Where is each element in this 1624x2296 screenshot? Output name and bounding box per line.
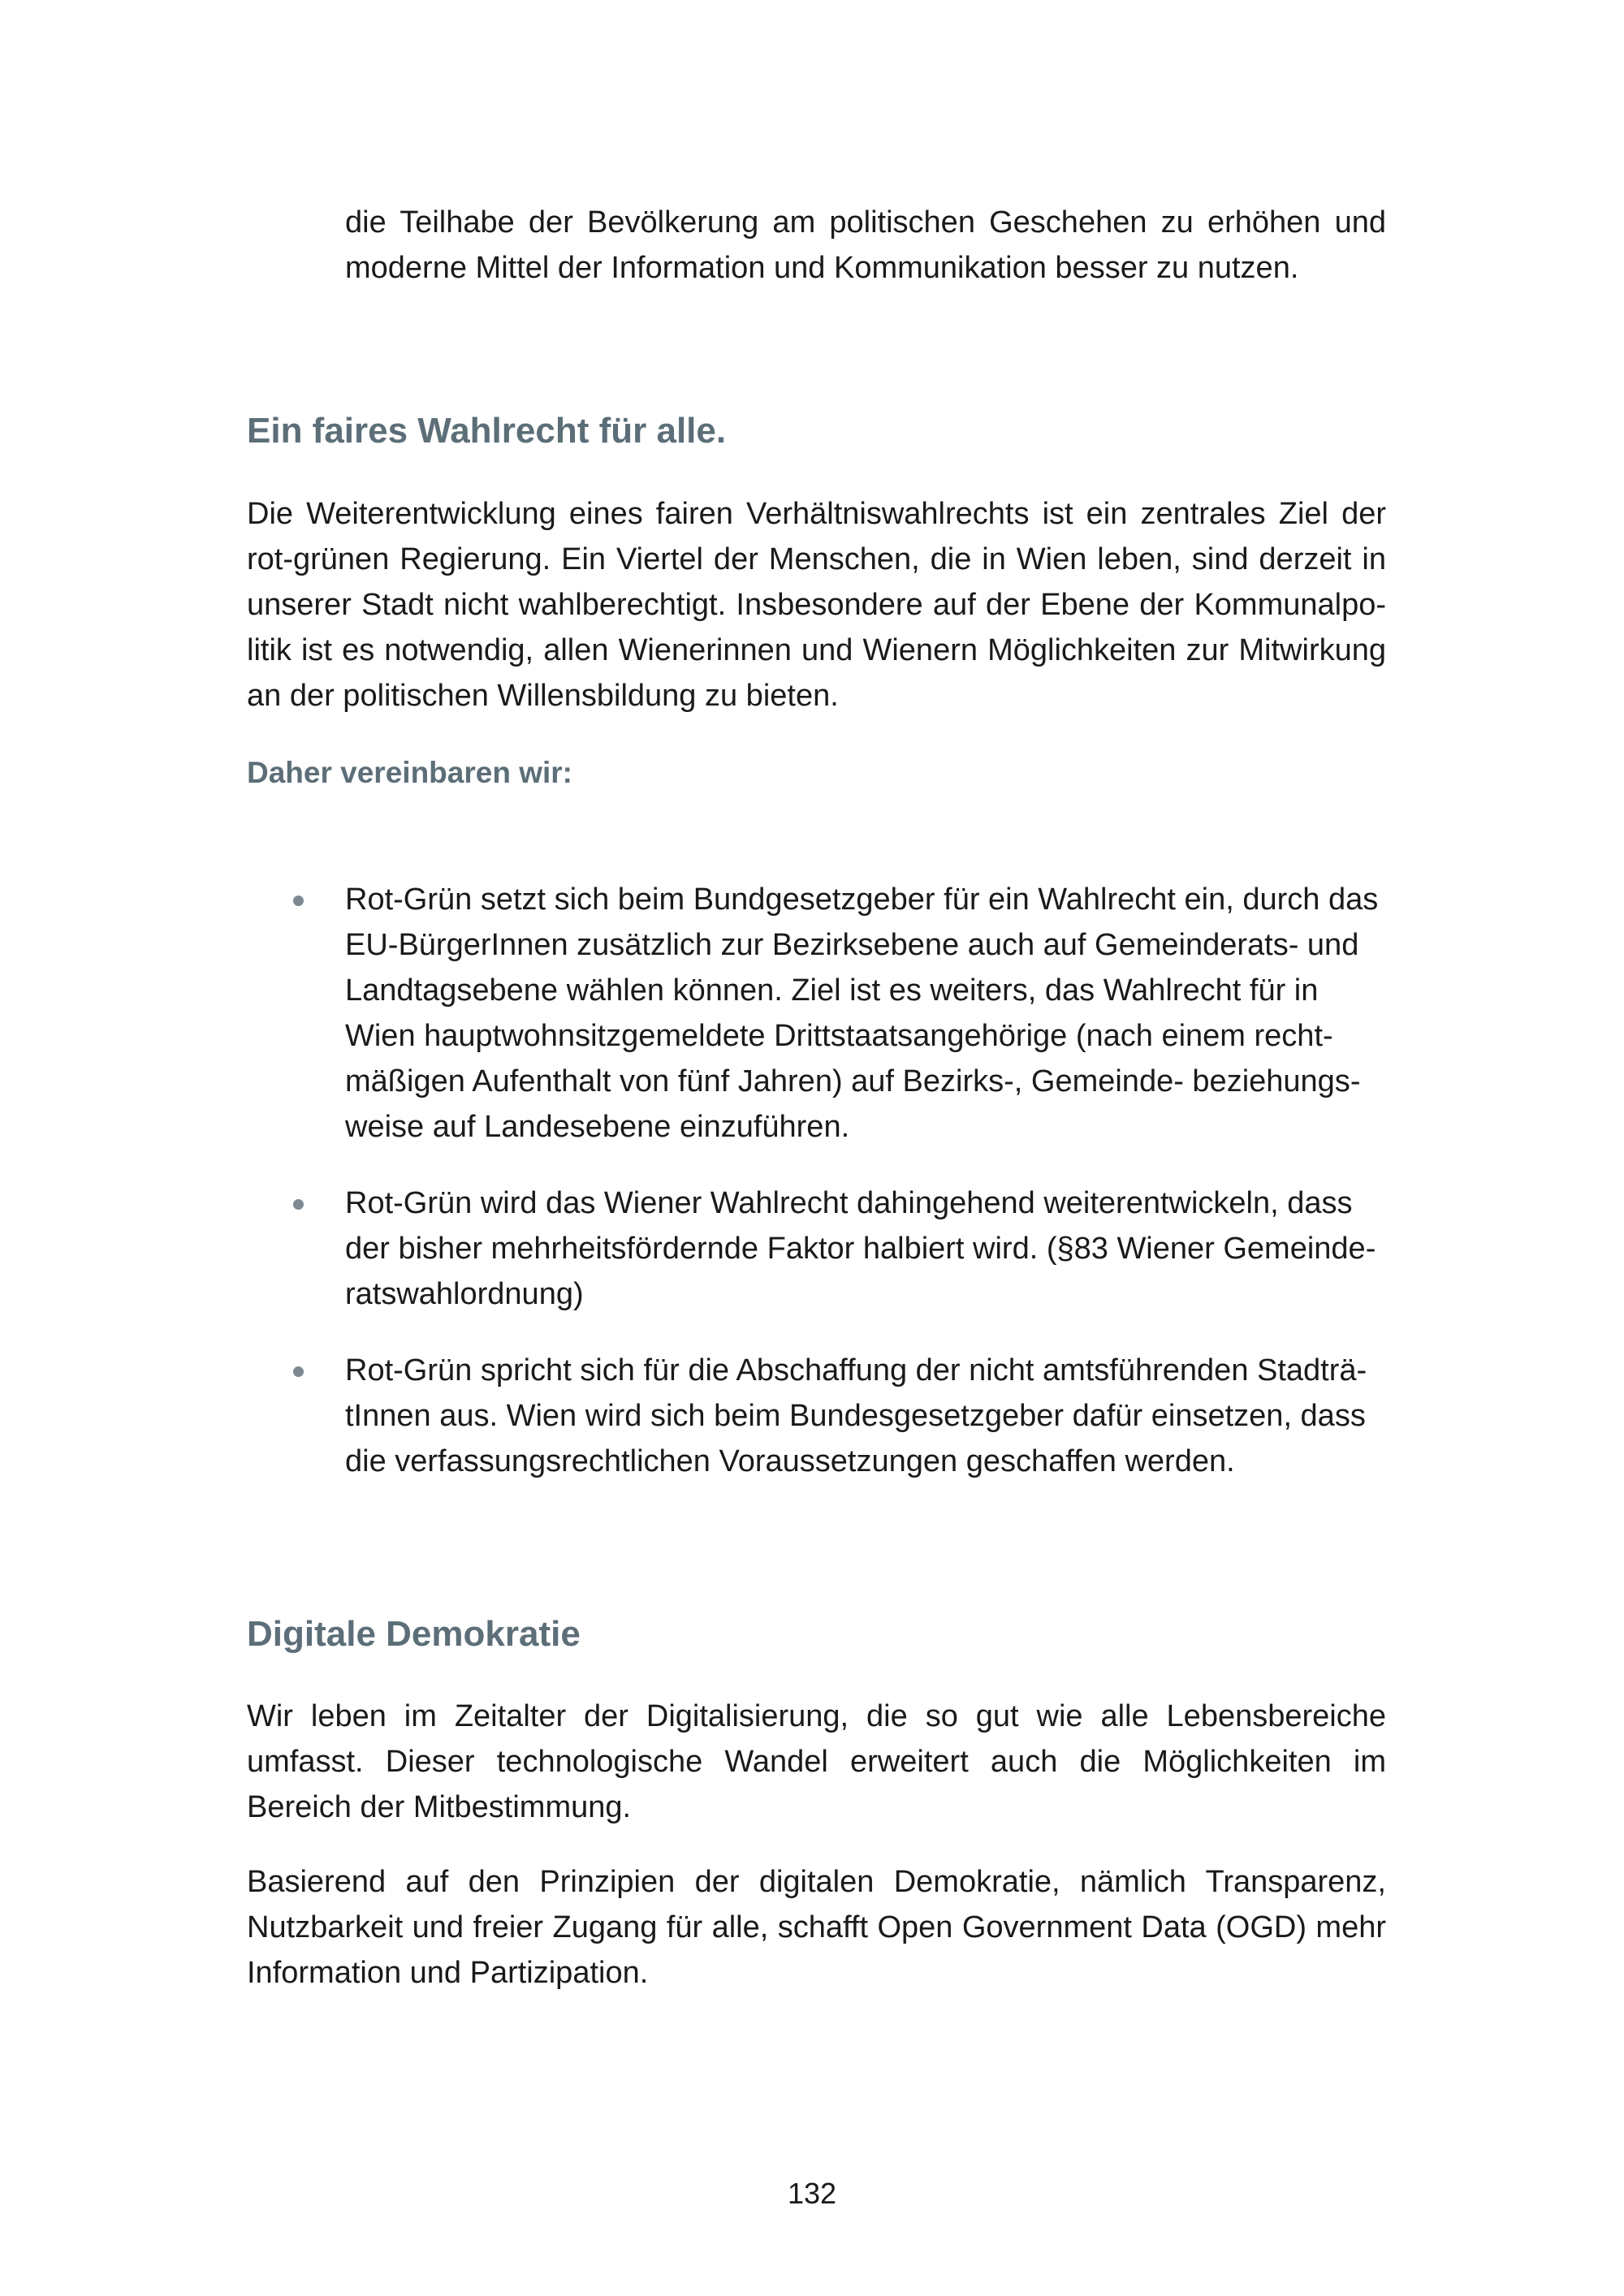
digital-paragraph-1: Wir leben im Zeitalter der Digitalisierung, die so gut wie alle Lebensbereiche umfasst. Dieser technologische Wandel erweitert auch die Möglichkeiten im Bereich der Mitbestimmung.: [247, 1699, 1386, 1824]
page-number: 132: [787, 2177, 837, 2210]
intro-paragraph: die Teilhabe der Bevölkerung am politischen Geschehen zu erhöhen und moderne Mittel der Information und Kommunikation besser zu nutzen.: [345, 205, 1386, 285]
bullet-text: Rot-Grün wird das Wiener Wahlrecht dahingehend weiterentwickeln, dass der bisher mehrheitsfördernde Faktor halbiert wird. (§83 Wiener Gemeinderatswahlordnung): [345, 1186, 1376, 1311]
bullet-icon: [293, 1199, 304, 1210]
bullet-icon: [293, 896, 304, 906]
bullet-icon: [293, 1366, 304, 1377]
list-item: [345, 1348, 1386, 1484]
list-item: [345, 1180, 1386, 1317]
digital-paragraph-2: Basierend auf den Prinzipien der digitalen Demokratie, nämlich Transparenz, Nutzbarkeit und freier Zugang für alle, schafft Open Government Data (OGD) mehr Information und Partizipation.: [247, 1865, 1386, 1990]
section-heading-digitale-demokratie: Digitale Demokratie: [247, 1614, 581, 1654]
agreement-subheading: Daher vereinbaren wir:: [247, 756, 572, 789]
bullet-text: Rot-Grün spricht sich für die Abschaffung der nicht amtsführenden StadträtInnen aus. Wien wird sich beim Bundesgesetzgeber dafür einsetzen, dass die verfassungsrechtlichen Voraussetzungen geschaffen werden.: [345, 1353, 1367, 1478]
wahlrecht-paragraph: Die Weiterentwicklung eines fairen Verhältniswahlrechts ist ein zentrales Ziel der rot-grünen Regierung. Ein Viertel der Menschen, die in Wien leben, sind derzeit in unserer Stadt nicht wahlberechtigt. Insbesondere auf der Ebene der Kommunalpolitik ist es notwendig, allen Wienerinnen und Wienern Möglichkeiten zur Mitwirkung an der politischen Willensbildung zu bieten.: [247, 497, 1386, 713]
agreement-bullet-list: [345, 877, 1386, 1484]
bullet-text: Rot-Grün setzt sich beim Bundgesetzgeber für ein Wahlrecht ein, durch das EU-BürgerInnen zusätzlich zur Bezirksebene auch auf Gemeinderats- und Landtagsebene wählen können. Ziel ist es weiters, das Wahlrecht für in Wien hauptwohnsitzgemeldete Drittstaatsangehörige (nach einem rechtmäßigen Aufenthalt von fünf Jahren) auf Bezirks-, Gemeinde- beziehungsweise auf Landesebene einzuführen.: [345, 883, 1379, 1144]
section-heading-wahlrecht: Ein faires Wahlrecht für alle.: [247, 411, 727, 451]
list-item: [345, 877, 1386, 1150]
